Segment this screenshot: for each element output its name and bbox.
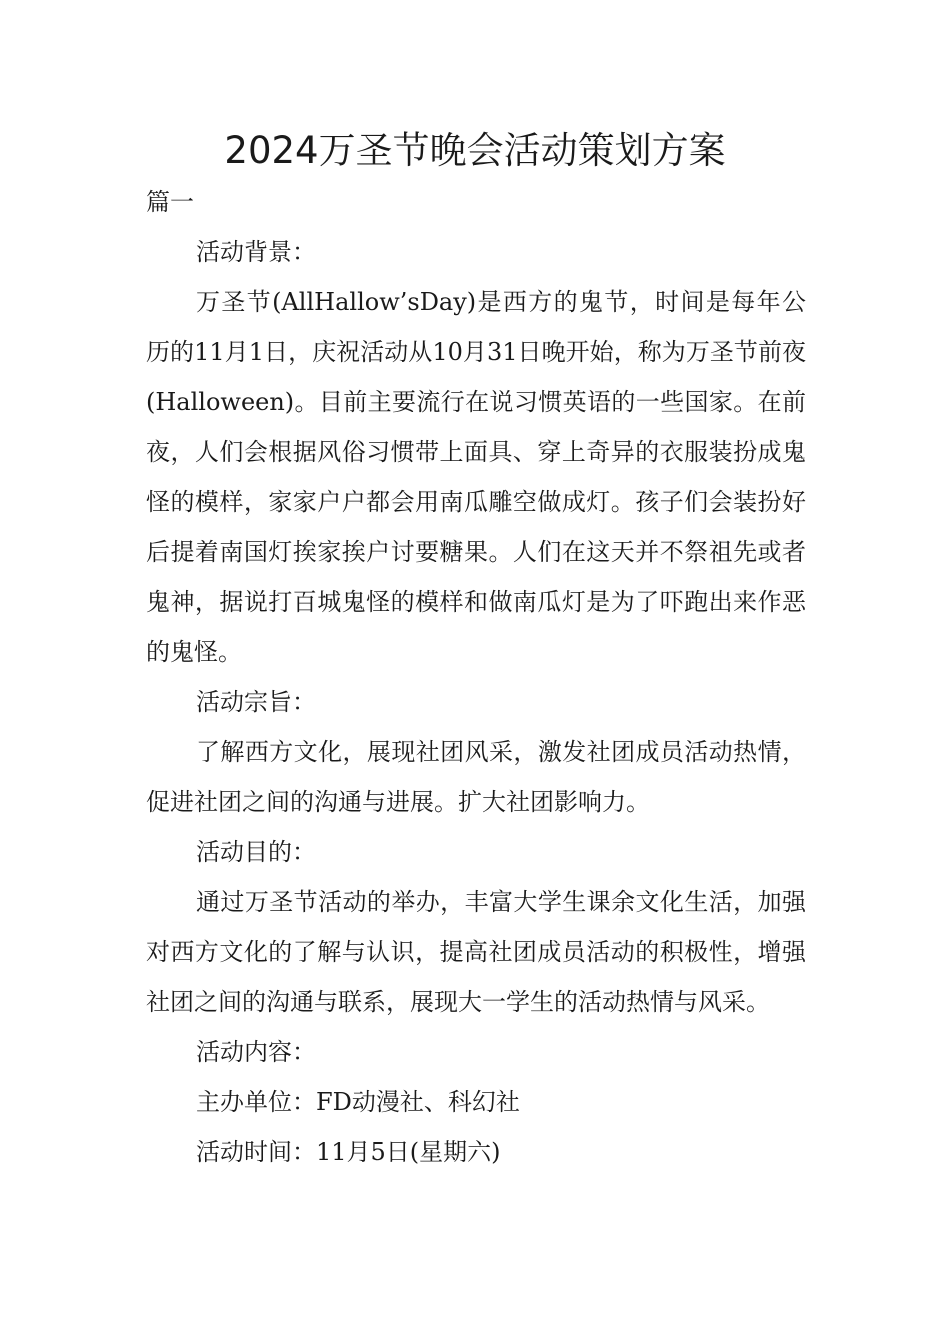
- paragraph-purpose: 了解西方文化，展现社团风采，激发社团成员活动热情，促进社团之间的沟通与进展。扩大社团影响力。: [146, 738, 806, 816]
- heading-background: 活动背景：: [196, 238, 316, 266]
- paragraph-goal: 通过万圣节活动的举办，丰富大学生课余文化生活，加强对西方文化的了解与认识，提高社团成员活动的积极性，增强社团之间的沟通与联系，展现大一学生的活动热情与风采。: [146, 888, 806, 1016]
- paragraph-background: 万圣节(AllHallow’sDay)是西方的鬼节，时间是每年公历的11月1日，庆祝活动从10月31日晚开始，称为万圣节前夜(Halloween)。目前主要流行在说习惯英语的一些国家。在前夜，人们会根据风俗习惯带上面具、穿上奇异的衣服装扮成鬼怪的模样，家家户户都会用南瓜雕空做成灯。孩子们会装扮好后提着南国灯挨家挨户讨要糖果。人们在这天并不祭祖先或者鬼神，据说打百城鬼怪的模样和做南瓜灯是为了吓跑出来作恶的鬼怪。: [146, 288, 806, 666]
- heading-content: 活动内容：: [196, 1038, 316, 1066]
- section-label: 篇一: [146, 188, 194, 216]
- document-body: [146, 177, 806, 1177]
- organizer-line: 主办单位：FD动漫社、科幻社: [196, 1088, 520, 1116]
- event-time-line: 活动时间：11月5日(星期六): [196, 1138, 501, 1166]
- heading-goal: 活动目的：: [196, 838, 316, 866]
- heading-purpose: 活动宗旨：: [196, 688, 316, 716]
- document-title: 2024万圣节晚会活动策划方案: [224, 129, 726, 172]
